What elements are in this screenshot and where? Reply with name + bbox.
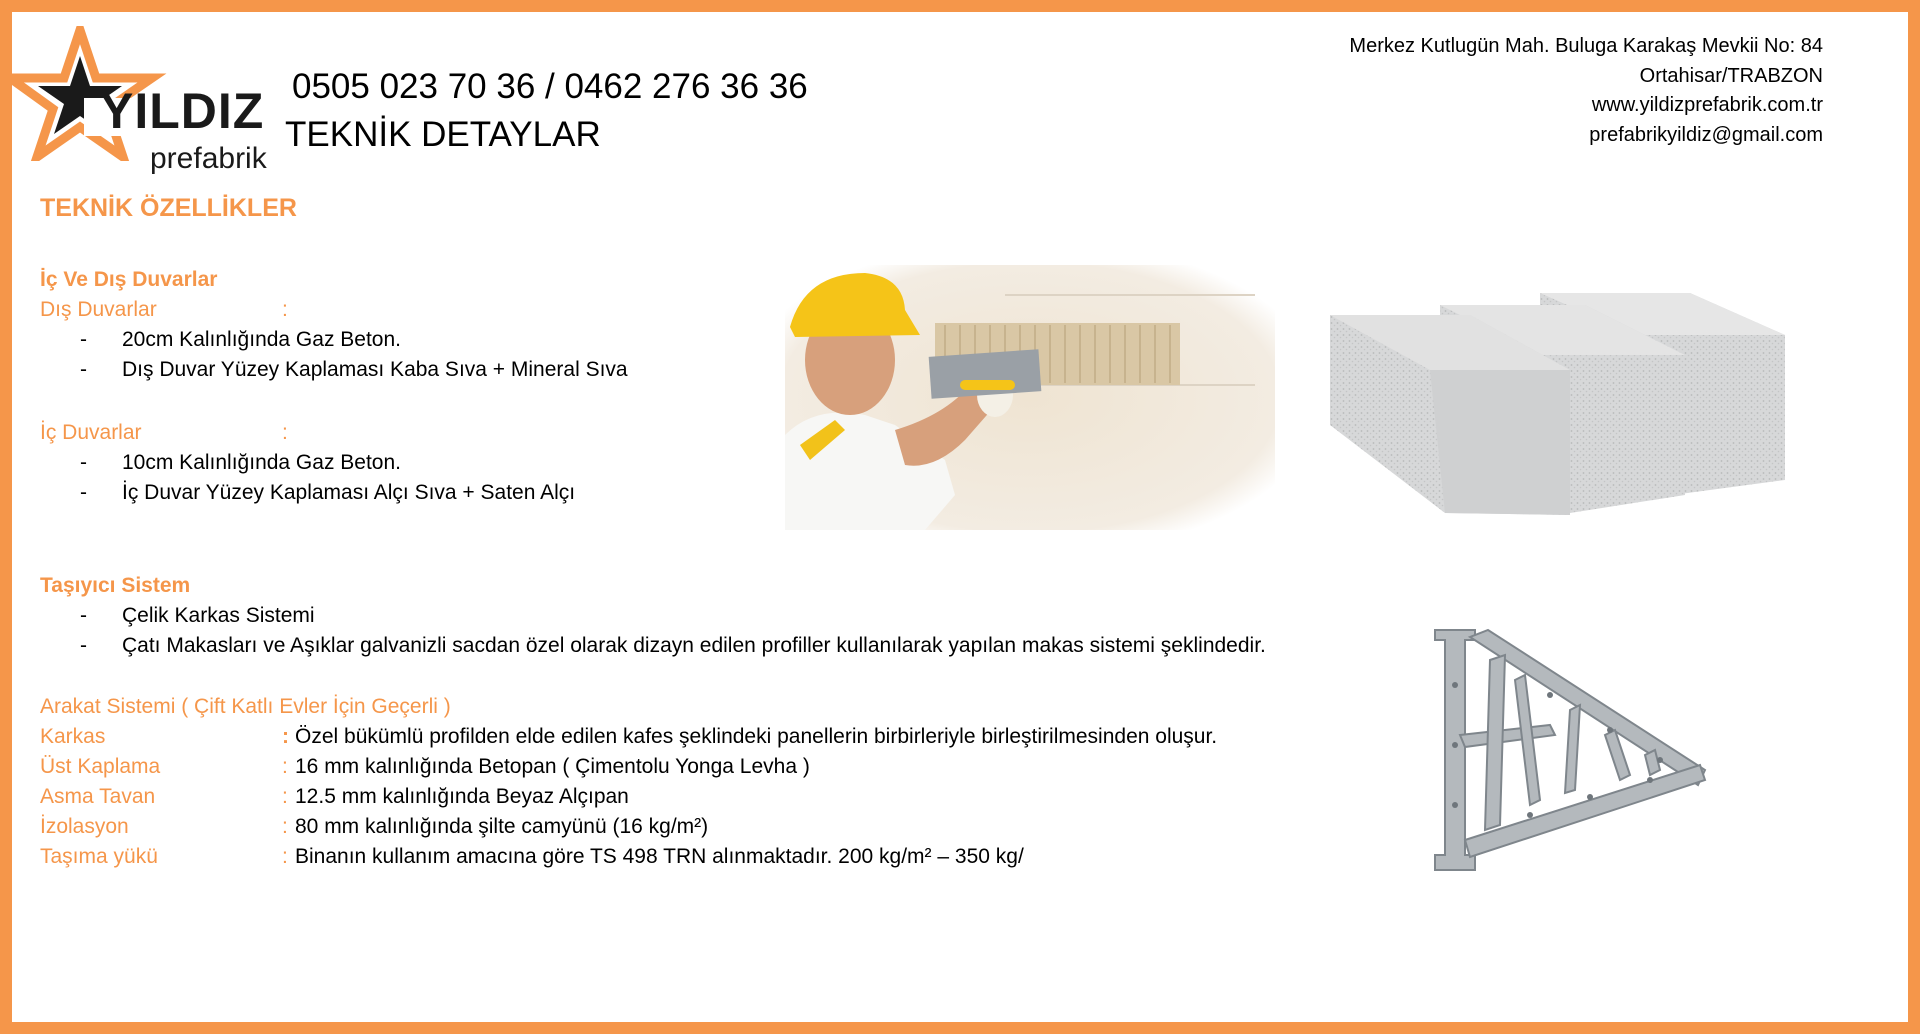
email-link[interactable]: prefabrikyildiz@gmail.com <box>1589 123 1823 146</box>
structure-item-1: Çelik Karkas Sistemi <box>122 604 315 627</box>
document-title: TEKNİK DETAYLAR <box>285 115 601 154</box>
brand-name: YILDIZ <box>100 83 265 139</box>
floor-value-top-cover: 16 mm kalınlığında Betopan ( Çimentolu Yonga Levha ) <box>295 755 810 778</box>
inner-wall-item-1: 10cm Kalınlığında Gaz Beton. <box>122 451 401 474</box>
floor-colon: : <box>282 815 288 838</box>
contact-block <box>1349 32 1823 150</box>
outer-walls-colon: : <box>282 298 288 321</box>
floor-label-insulation: İzolasyon <box>40 815 129 838</box>
floor-colon: : <box>282 755 288 778</box>
walls-heading: İç Ve Dış Duvarlar <box>40 268 218 291</box>
bullet-dash: - <box>80 451 87 474</box>
address-line-2: Ortahisar/TRABZON <box>1639 64 1823 87</box>
floor-colon: : <box>282 845 288 868</box>
floor-value-frame: Özel bükümlü profilden elde edilen kafes şeklindeki panellerin birbirleriyle birleştirilmesinden oluşur. <box>295 725 1218 748</box>
brand-logo <box>12 26 272 175</box>
aerated-concrete-blocks-photo <box>1330 285 1785 520</box>
phone-numbers: 0505 023 70 36 / 0462 276 36 36 <box>292 67 808 106</box>
floor-label-ceiling: Asma Tavan <box>40 785 156 808</box>
outer-wall-item-1: 20cm Kalınlığında Gaz Beton. <box>122 328 401 351</box>
structure-item-2: Çatı Makasları ve Aşıklar galvanizli sacdan özel olarak dizayn edilen profiller kullanılarak yapılan makas sistemi şeklindedir. <box>122 634 1266 657</box>
floor-colon: : <box>282 785 288 808</box>
inner-wall-item-2: İç Duvar Yüzey Kaplaması Alçı Sıva + Saten Alçı <box>122 481 576 504</box>
website-link[interactable]: www.yildizprefabrik.com.tr <box>1591 94 1823 116</box>
floor-value-insulation: 80 mm kalınlığında şilte camyünü (16 kg/m²) <box>295 815 709 838</box>
bullet-dash: - <box>80 634 87 657</box>
bullet-dash: - <box>80 604 87 627</box>
brand-subname: prefabrik <box>150 142 267 175</box>
floor-heading: Arakat Sistemi ( Çift Katlı Evler İçin Geçerli ) <box>40 695 451 718</box>
worker-plastering-photo <box>785 265 1275 530</box>
floor-value-ceiling: 12.5 mm kalınlığında Beyaz Alçıpan <box>295 785 629 808</box>
bullet-dash: - <box>80 358 87 381</box>
section-title: TEKNİK ÖZELLİKLER <box>40 194 297 222</box>
inner-walls-colon: : <box>282 421 288 444</box>
inner-walls-label: İç Duvarlar <box>40 421 142 444</box>
floor-value-load: Binanın kullanım amacına göre TS 498 TRN alınmaktadır. 200 kg/m² – 350 kg/ <box>295 845 1024 868</box>
structure-heading: Taşıyıcı Sistem <box>40 574 191 597</box>
floor-colon: : <box>282 725 289 748</box>
bullet-dash: - <box>80 481 87 504</box>
floor-label-top-cover: Üst Kaplama <box>40 755 161 778</box>
bullet-dash: - <box>80 328 87 351</box>
floor-label-frame: Karkas <box>40 725 106 748</box>
steel-truss-photo <box>1430 625 1710 875</box>
floor-label-load: Taşıma yükü <box>40 845 158 868</box>
address-line-1: Merkez Kutlugün Mah. Buluga Karakaş Mevkii No: 84 <box>1349 35 1823 57</box>
outer-walls-label: Dış Duvarlar <box>40 298 157 321</box>
outer-wall-item-2: Dış Duvar Yüzey Kaplaması Kaba Sıva + Mineral Sıva <box>122 358 628 381</box>
